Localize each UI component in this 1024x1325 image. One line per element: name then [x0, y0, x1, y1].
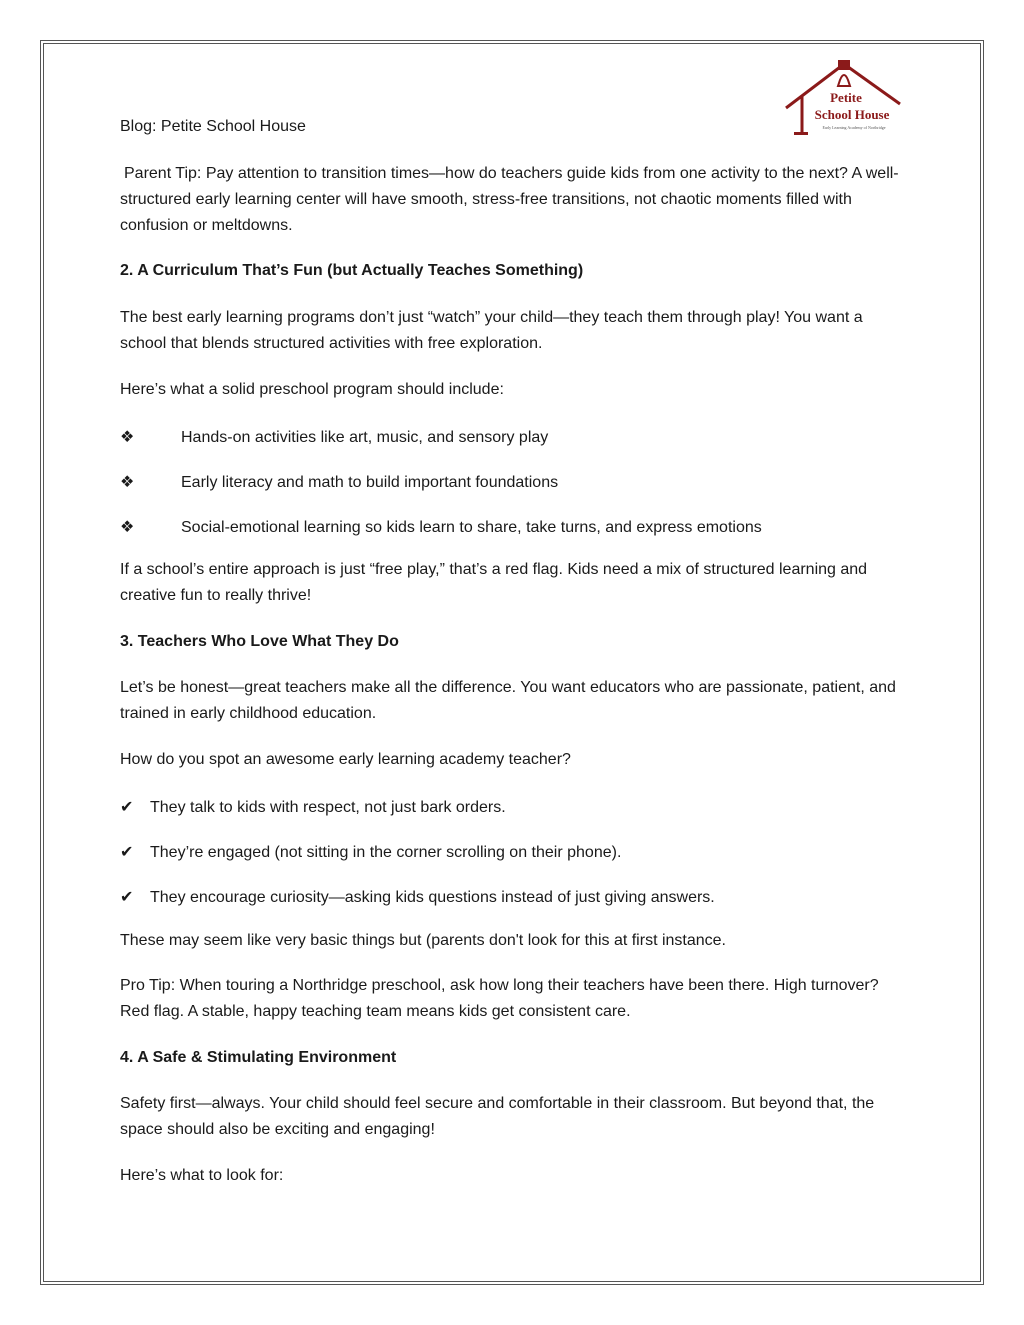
list-item-text: Early literacy and math to build important foundations [181, 474, 559, 491]
logo-line2: School House [814, 107, 890, 122]
section3-lead: How do you spot an awesome early learning academy teacher? [120, 751, 571, 768]
section2-closing: If a school’s entire approach is just “free play,” that’s a red flag. Kids need a mix of structured learning and creative fun to really thrive! [120, 561, 868, 604]
checklist-item [120, 795, 506, 821]
checkmark-icon: ✔ [120, 844, 134, 861]
section2-intro: The best early learning programs don’t just “watch” your child—they teach them through play! You want a school that blends structured activities with free exploration. [120, 309, 863, 352]
section4-intro: Safety first—always. Your child should feel secure and comfortable in their classroom. But beyond that, the space should also be exciting and engaging! [120, 1095, 875, 1138]
list-item-text: Hands-on activities like art, music, and sensory play [181, 429, 549, 446]
section4-heading: 4. A Safe & Stimulating Environment [120, 1049, 397, 1066]
checklist-item [120, 840, 621, 866]
section2-lead: Here’s what a solid preschool program should include: [120, 381, 504, 398]
section3-heading: 3. Teachers Who Love What They Do [120, 633, 399, 650]
logo-tagline: Early Learning Academy of Northridge [822, 125, 886, 130]
parent-tip: Parent Tip: Pay attention to transition times—how do teachers guide kids from one activity to the next? A well-structured early learning center will have smooth, stress-free transitions, not chaotic moments filled with confusion or meltdowns. [120, 165, 899, 234]
list-item-text: Social-emotional learning so kids learn to share, take turns, and express emotions [181, 519, 762, 536]
checkmark-icon: ✔ [120, 889, 134, 906]
section3-intro: Let’s be honest—great teachers make all the difference. You want educators who are passionate, patient, and trained in early childhood education. [120, 679, 896, 722]
checklist-item-text: They talk to kids with respect, not just bark orders. [150, 799, 506, 816]
section4-lead: Here’s what to look for: [120, 1167, 284, 1184]
diamond-bullet-icon: ❖ [120, 519, 135, 536]
checklist-item [120, 885, 715, 911]
blog-label: Blog: Petite School House [120, 118, 306, 135]
diamond-bullet-icon: ❖ [120, 429, 135, 446]
section3-note: These may seem like very basic things but (parents don't look for this at first instance. [120, 932, 726, 949]
checklist-item-text: They’re engaged (not sitting in the corner scrolling on their phone). [150, 844, 622, 861]
checklist-item-text: They encourage curiosity—asking kids questions instead of just giving answers. [150, 889, 715, 906]
checkmark-icon: ✔ [120, 799, 134, 816]
logo-line1: Petite [830, 90, 862, 105]
section2-heading: 2. A Curriculum That’s Fun (but Actually Teaches Something) [120, 262, 584, 279]
pro-tip: Pro Tip: When touring a Northridge preschool, ask how long their teachers have been there. High turnover? Red flag. A stable, happy teaching team means kids get consistent care. [120, 977, 879, 1020]
diamond-bullet-icon: ❖ [120, 474, 135, 491]
